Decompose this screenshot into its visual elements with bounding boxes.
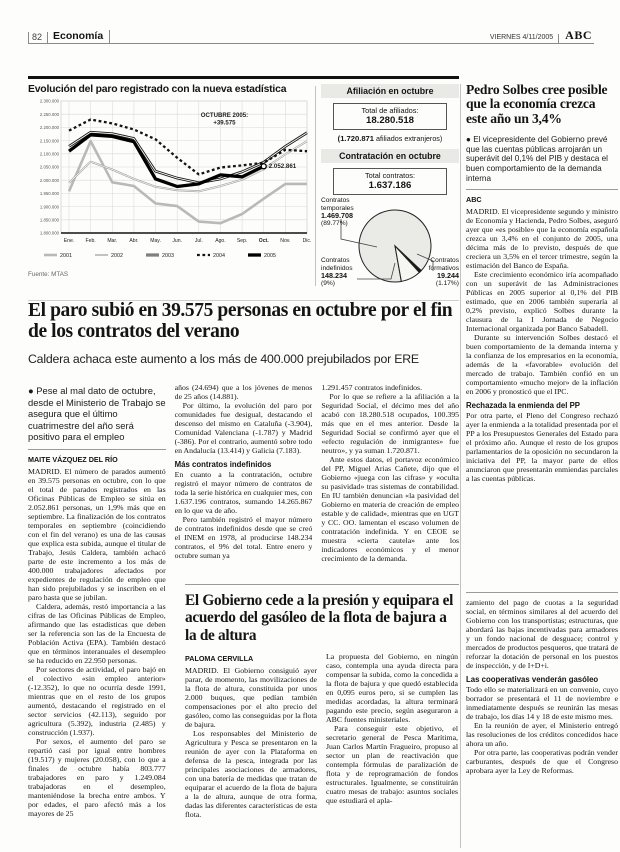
rule bbox=[466, 592, 618, 593]
unemployment-line-chart bbox=[28, 95, 311, 265]
paro-column-2 bbox=[175, 383, 313, 571]
paragraph: Para conseguir este objetivo, el secretario general de Pesca Marítima, Juan Carlos Martín Fragueiro, propuso al sector un plan de reactivación que contempla fórmulas de paralización de flota y de reprogramación de fondos estructurales. Igualmente, se constituirán cuatro mesas de trabajo: asuntos sociales que estudiará el apla- bbox=[326, 724, 458, 806]
paragraph: Todo ello se materializará en un convenio, cuyo borrador se presentará el 11 de noviembre e inmediatamente después se reunirán las mesas de trabajo, los días 14 y 18 de este mismo mes. bbox=[466, 685, 618, 721]
issue-date: VIERNES 4/11/2005 bbox=[490, 34, 559, 43]
svg-text:Ago.: Ago. bbox=[215, 238, 226, 244]
contratacion-box-label: Total contratos: bbox=[364, 171, 416, 180]
svg-text:Ene.: Ene. bbox=[63, 238, 75, 244]
svg-text:2.052.861: 2.052.861 bbox=[268, 163, 297, 171]
svg-text:Jun.: Jun. bbox=[172, 238, 183, 244]
svg-text:1.850.000: 1.850.000 bbox=[39, 217, 59, 223]
paragraph: Ante estos datos, el portavoz económico del PP, Miguel Arias Cañete, dijo que el Gobierno «juega con las cifras» y «oculta su pasividad» tras sistemas de contabilidad. En IU también denuncian «la pasividad del Gobierno en materia de creación de empleo estable y de calidad», mientras que en UGT y CC. OO. lamentan el escaso volumen de contratación indefinida. Y en CEOE se muestra «cierta cautela» ante los indicadores económicos y el menor crecimiento de la demanda. bbox=[321, 455, 460, 563]
svg-text:1.900.000: 1.900.000 bbox=[39, 204, 59, 210]
solbes-subhead: Rechazada la enmienda del PP bbox=[466, 401, 580, 411]
paragraph: zamiento del pago de cuotas a la seguridad social, en términos similares al del acuerdo del Gobierno con los transportistas; estructuras, que abordará las bajas incentivadas para armadores y un fondo nacional de desguace; control y mercados de productos pesqueros, que tratará de reforzar la dotación de personal en los puestos de inspección, y de I+D+i. bbox=[466, 598, 618, 670]
page-header bbox=[28, 28, 594, 44]
contracts-pie-chart bbox=[321, 199, 469, 301]
paro-headline: El paro subió en 39.575 personas en octubre por el fin de los contratos del verano bbox=[28, 300, 453, 342]
paragraph: En la reunión de ayer, el Ministerio entregó las resoluciones de los créditos concedidos hace ahora un año. bbox=[466, 721, 618, 748]
gasoleo-continuation-column bbox=[466, 598, 618, 775]
contratacion-header: Contratación en octubre bbox=[321, 149, 459, 163]
paragraph: Por sectores de actividad, el paro bajó en el colectivo «sin empleo anterior» (-12.352), lo que no ocurría desde 1991, mientras que en el resto de los grupos aumentó, destacando el registrado en el sector servicios (42.113), seguido por agricultura (5.392), industria (2.485) y construcción (1.937). bbox=[28, 664, 166, 737]
solbes-article bbox=[466, 83, 618, 586]
paragraph: Los responsables del Ministerio de Agricultura y Pesca se presentaron en la reunión de ayer con la Plataforma en defensa de la pesca, integrada por las principales asociaciones de armadores, con una batería de medidas que tratan de equiparar el acuerdo de la flota de bajura a la de altura, aunque de otra forma, dadas las diferentes características de esta flota. bbox=[185, 729, 317, 820]
gasoleo-column-1 bbox=[185, 652, 317, 837]
stats-panel bbox=[321, 84, 459, 301]
afiliacion-total-box bbox=[333, 103, 447, 130]
gasoleo-body-col2 bbox=[326, 652, 458, 805]
svg-text:Mar.: Mar. bbox=[107, 238, 118, 244]
paro-body-col2a bbox=[175, 383, 313, 455]
paro-column-1 bbox=[28, 383, 166, 845]
solbes-headline: Pedro Solbes cree posible que la economía crezca este año un 3,4% bbox=[466, 83, 608, 126]
svg-text:2.300.000: 2.300.000 bbox=[39, 98, 59, 104]
pie-label-indefinidos-value: 148.234 bbox=[321, 271, 347, 281]
paragraph: Este crecimiento económico iría acompañado con un superávit de las Administraciones Públicas en 2005 superior al 0,1% del PIB estimado, que en 2006 también superaría al 0,2% previsto, explicó Solbes durante la clausura de la I Jornada de Negocio Internacional organizada por Banco Sabadell. bbox=[466, 270, 618, 334]
gasoleo-headline: El Gobierno cede a la presión y equipara el acuerdo del gasóleo de la flota de bajura a la de altura bbox=[185, 592, 454, 644]
paragraph: Por sexos, el aumento del paro se repartió casi por igual entre hombres (19.517) y mujeres (20.058), con lo que a finales de octubre había 803.777 trabajadores en paro y 1.249.084 trabajadoras en el desempleo, manteniéndose la brecha entre ambos. Y por edades, el paro afectó más a los mayores de 25 bbox=[28, 736, 166, 818]
gasoleo-body-col3b bbox=[466, 685, 618, 775]
solbes-body-2 bbox=[466, 411, 618, 483]
svg-text:2.050.000: 2.050.000 bbox=[39, 164, 59, 170]
svg-text:2005: 2005 bbox=[264, 253, 276, 259]
paragraph: Durante su intervención Solbes destacó el buen comportamiento de la demanda interna y la confianza de los empresarios en la economía, además de la «favorable» evolución del mercado de trabajo. También confió en un comportamiento «mucho mejor» de la inflación en 2006 y pronosticó que el IPC. bbox=[466, 333, 618, 397]
line-chart-block bbox=[28, 84, 311, 278]
svg-text:1.800.000: 1.800.000 bbox=[39, 230, 59, 236]
paragraph: En cuanto a la contratación, octubre registró el mayor número de contratos de toda la serie histórica en cualquier mes, con 1.637.196 contratos, sumando 14.265.867 en lo que va de año. bbox=[174, 470, 313, 515]
afiliacion-box-value: 18.280.518 bbox=[365, 115, 414, 126]
svg-text:Jul.: Jul. bbox=[194, 238, 203, 244]
solbes-lead: ● El vicepresidente del Gobierno prevé que las cuentas públicas arrojarán un superávit del 0,1% del PIB y destaca el buen comportamiento de la demanda interna bbox=[466, 135, 608, 183]
paragraph: 1.291.457 contratos indefinidos. bbox=[321, 383, 423, 392]
paragraph: Por otra parte, las cooperativas podrán vender carburantes, después de que el Congreso aprobara ayer la Ley de Reformas. bbox=[466, 748, 618, 775]
gasoleo-article bbox=[185, 584, 459, 837]
paragraph: MADRID. El Gobierno consiguió ayer parar, de momento, las movilizaciones de la flota de altura, constituida por unos 2.000 buques, que pedían también compensaciones por el alto precio del gasóleo, como las conseguidas por la flota de bajura. bbox=[185, 666, 317, 730]
svg-text:2003: 2003 bbox=[162, 253, 174, 259]
unemployment-infographic bbox=[28, 76, 459, 301]
svg-text:Sep.: Sep. bbox=[236, 238, 248, 244]
afiliacion-header: Afiliación en octubre bbox=[321, 84, 459, 98]
infographic-top-rule bbox=[28, 76, 459, 79]
rule bbox=[28, 449, 166, 450]
pie-label-indefinidos-text: Contratos indefinidos bbox=[321, 257, 353, 272]
paro-column-3 bbox=[321, 383, 459, 571]
svg-text:+39.575: +39.575 bbox=[213, 119, 236, 127]
column-divider bbox=[460, 84, 461, 848]
pie-label-formativos-pct: (1.17%) bbox=[435, 279, 459, 287]
gasoleo-column-2 bbox=[326, 652, 458, 837]
pie-label-temporales-text: Contratos temporales bbox=[321, 197, 354, 212]
pie-label-formativos-value: 19.244 bbox=[437, 271, 459, 281]
chart-title: Evolución del paro registrado con la nueva estadística bbox=[28, 84, 287, 95]
svg-text:Nov.: Nov. bbox=[280, 238, 291, 244]
svg-text:May.: May. bbox=[150, 238, 161, 244]
paragraph: Pero también registró el mayor número de contratos indefinidos desde que se creó el INEM en 1978, al producirse 148.234 contratos, el 9% del total. Entre enero y octubre suman ya bbox=[174, 515, 313, 560]
svg-text:2.000.000: 2.000.000 bbox=[39, 177, 59, 183]
paro-lead: ● Pese al mal dato de octubre, desde el Ministerio de Trabajo se asegura que el último cuatrimestre del año será positivo para el empleo bbox=[28, 385, 166, 443]
svg-text:2.250.000: 2.250.000 bbox=[39, 111, 59, 117]
paragraph: MADRID. El vicepresidente segundo y ministro de Economía y Hacienda, Pedro Solbes, aseguró ayer que «es posible» que la economía española crezca un 3,4% en el conjunto de 2005, una décima más de lo previsto, después de que creciera un 3,5% en el tercer trimestre, según la estimación del Banco de España. bbox=[466, 207, 618, 271]
svg-text:2.100.000: 2.100.000 bbox=[39, 151, 59, 157]
paragraph: Por último, la evolución del paro por comunidades fue desigual, destacando el descenso del mismo en Cataluña (-3.904), Comunidad Valenciana (-1.787) y Madrid (-386). Por el contrario, aumentó sobre todo en Andalucía (13.414) y Galicia (7.183). bbox=[174, 401, 313, 455]
svg-text:1.950.000: 1.950.000 bbox=[39, 191, 59, 197]
paragraph: Por lo que se refiere a la afiliación a la Seguridad Social, el décimo mes del año acabó con 18.280.518 ocupados, 100.395 más que en el mes anterior. Desde la Seguridad Social se confirmó ayer que el «efecto regulación de inmigrantes» fue neutro», y ya suman 1.720.871. bbox=[321, 392, 460, 455]
chart-source: Fuente: MTAS bbox=[28, 271, 69, 278]
masthead-brand: ABC bbox=[565, 28, 592, 42]
svg-text:Oct.: Oct. bbox=[258, 238, 269, 244]
paragraph: Por otra parte, el Pleno del Congreso rechazó ayer la enmienda a la totalidad presentada por el PP a los Presupuestos Generales del Estado para el próximo año. Aunque el resto de los grupos parlamentarios de la oposición no secundaron la iniciativa del PP, la mayor parte de ellos anunciaron que presentarán enmiendas parciales a las cuentas públicas. bbox=[466, 411, 618, 484]
contratacion-box-value: 1.637.186 bbox=[368, 180, 412, 191]
svg-text:2.200.000: 2.200.000 bbox=[39, 125, 59, 131]
section-label: Economía bbox=[48, 30, 110, 43]
svg-text:Abr.: Abr. bbox=[129, 238, 139, 244]
paragraph: años (24.694) que a los jóvenes de menos de 25 años (14.881). bbox=[174, 383, 313, 401]
svg-text:OCTUBRE 2005:: OCTUBRE 2005: bbox=[200, 112, 249, 119]
gasoleo-body-col1 bbox=[185, 666, 317, 819]
contracts-pie-block bbox=[321, 199, 459, 301]
contratacion-total-box bbox=[333, 168, 447, 195]
svg-text:2.150.000: 2.150.000 bbox=[39, 138, 59, 144]
svg-text:2001: 2001 bbox=[60, 253, 72, 259]
solbes-byline: ABC bbox=[466, 195, 482, 205]
gasoleo-columns bbox=[185, 652, 459, 837]
rule bbox=[466, 189, 618, 190]
pie-label-indefinidos-pct: (9%) bbox=[321, 279, 335, 287]
paro-col2-subhead: Más contratos indefinidos bbox=[174, 460, 272, 469]
gasoleo-body-col3a bbox=[466, 598, 618, 670]
svg-text:Feb.: Feb. bbox=[85, 238, 96, 244]
paro-subheadline: Caldera achaca este aumento a los más de 400.000 prejubilados por ERE bbox=[28, 352, 419, 366]
paragraph: MADRID. El número de parados aumentó en 39.575 personas en octubre, con lo que el total de parados registrados en las Oficinas Públicas de Empleo se sitúa en 2.052.861 personas, un 1,9% más que en septiembre. La finalización de los contratos temporales en septiembre (coincidiendo con el fin del verano) es una de las causas que explica esta subida, aunque el titular de Trabajo, Jesús Caldera, también achacó parte de este incremento a los más de 400.000 trabajadores afectados por expedientes de regulación de empleo que han sido prejubilados y se inscriben en el paro hasta que se jubilan. bbox=[28, 466, 166, 602]
pie-label-temporales-value: 1.469.708 bbox=[321, 211, 353, 221]
gasoleo-subhead: Las cooperativas venderán gasóleo bbox=[466, 675, 599, 684]
infographic-divider bbox=[315, 86, 316, 286]
paro-body-col3 bbox=[321, 383, 459, 563]
afiliacion-box-label: Total de afiliados: bbox=[361, 106, 419, 115]
afiliacion-note-text: afiliados extranjeros) bbox=[373, 134, 443, 143]
pie-label-formativos-text: Contratos formativos bbox=[428, 257, 459, 272]
right-column bbox=[466, 83, 618, 775]
svg-text:2002: 2002 bbox=[111, 253, 123, 259]
paro-byline: MAITE VÁZQUEZ DEL RÍO bbox=[28, 454, 118, 464]
paragraph: La propuesta del Gobierno, en ningún caso, contempla una ayuda directa para compensar la subida, como la concedida a la flota de bajura y que quedó establecida en 0,095 euros pero, si se cumplen las medidas acordadas, la altura terminará pagando este precio, según aseguraron a ABC fuentes ministeriales. bbox=[326, 652, 458, 725]
page-number: 82 bbox=[28, 32, 48, 43]
paro-body-col1 bbox=[28, 467, 166, 818]
svg-text:Dic.: Dic. bbox=[302, 238, 311, 244]
svg-text:2004: 2004 bbox=[213, 253, 225, 259]
afiliacion-note-value: (1.720.871 bbox=[337, 134, 374, 143]
paro-body-col2b bbox=[175, 470, 313, 560]
paragraph: Caldera, además, restó importancia a las cifras de las Oficinas Públicas de Empleo, afirmando que las estadísticas que deben ser la referencia son las de la Encuesta de Población Activa (EPA). También destacó que en términos interanuales el desempleo se ha reducido en 22.950 personas. bbox=[28, 601, 166, 665]
pie-label-temporales-pct: (89.77%) bbox=[321, 219, 348, 227]
solbes-body bbox=[466, 207, 618, 396]
gasoleo-byline: PALOMA CERVILLA bbox=[185, 654, 254, 664]
afiliacion-note bbox=[321, 134, 459, 143]
